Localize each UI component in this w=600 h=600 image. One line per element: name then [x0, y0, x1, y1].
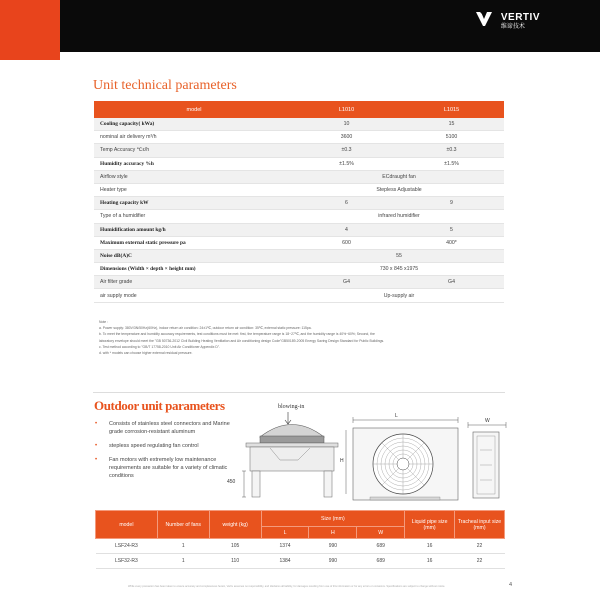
col-l: L	[261, 527, 309, 539]
spec-value: 600	[294, 236, 399, 249]
spec-row	[94, 289, 504, 302]
spec-row	[94, 223, 504, 236]
spec-value: Stepless Adjustable	[294, 183, 504, 196]
spec-value: G4	[399, 276, 504, 289]
spec-row	[94, 263, 504, 276]
dim-450-label: 450	[227, 479, 236, 485]
dim-l-label: L	[395, 413, 398, 419]
bullet-icon: •	[95, 457, 98, 463]
outdoor-cell-liquid: 16	[405, 554, 455, 569]
spec-value: ±1.5%	[399, 157, 504, 170]
page-number: 4	[509, 582, 513, 588]
spec-value: 730 x 845 x1975	[294, 263, 504, 276]
spec-label: Temp Accuracy ℃ε/h	[94, 144, 294, 157]
spec-label: Noise dB(A)C	[94, 249, 294, 262]
outdoor-cell-l: 1384	[261, 554, 309, 569]
spec-value: ±0.3	[294, 144, 399, 157]
spec-row	[94, 144, 504, 157]
brand-sub: 维谛技术	[500, 24, 525, 30]
spec-value: ±0.3	[399, 144, 504, 157]
blowing-in-label: blowing-in	[278, 404, 305, 410]
spec-value: 5	[399, 223, 504, 236]
note-line: Note :	[99, 320, 109, 324]
brand-name: VERTIV	[500, 12, 540, 23]
dim-h-label: H	[340, 458, 344, 464]
spec-col-l1015: L1015	[399, 101, 504, 118]
header-accent	[0, 0, 60, 60]
outdoor-cell-tracheal: 22	[455, 539, 505, 554]
spec-value: 4	[294, 223, 399, 236]
spec-value: infrared humidifier	[294, 210, 504, 223]
outdoor-cell-w: 689	[357, 539, 405, 554]
outdoor-row	[96, 554, 505, 569]
spec-row	[94, 210, 504, 223]
spec-row	[94, 183, 504, 196]
outdoor-cell-fans: 1	[157, 554, 209, 569]
spec-label: Airflow style	[94, 170, 294, 183]
spec-label: Maximum external static pressure pa	[94, 236, 294, 249]
divider	[93, 392, 505, 393]
col-weight: weight (kg)	[209, 511, 261, 539]
outdoor-cell-model: LSF32-R3	[96, 554, 158, 569]
note-line: d. with * models can choose higher external residual pressure.	[99, 351, 193, 356]
spec-label: Humidification amount kg/h	[94, 223, 294, 236]
spec-value: 5100	[399, 131, 504, 144]
spec-label: Heating capacity kW	[94, 197, 294, 210]
bullet-icon: •	[95, 421, 98, 427]
spec-value: ±1.5%	[294, 157, 399, 170]
outdoor-cell-tracheal: 22	[455, 554, 505, 569]
outdoor-cell-w: 689	[357, 554, 405, 569]
col-h: H	[309, 527, 357, 539]
spec-value: 9	[399, 197, 504, 210]
spec-label: air supply mode	[94, 289, 294, 302]
note-line: a. Power supply: 380V/3N/50Hz(60Hz), indoor return air condition: 24±1℃, outdoor return air condition: 35℃, external static pressure: 115pa.	[99, 326, 312, 331]
spec-label: Humidity accuracy %h	[94, 157, 294, 170]
outdoor-cell-l: 1374	[261, 539, 309, 554]
outdoor-unit-front-drawing	[340, 412, 515, 507]
spec-label: Air filter grade	[94, 276, 294, 289]
spec-value: G4	[294, 276, 399, 289]
outdoor-row	[96, 539, 505, 554]
spec-row	[94, 236, 504, 249]
vertiv-logo-icon	[476, 12, 492, 31]
spec-col-model: model	[94, 101, 294, 118]
feature-item: • Consists of stainless steel connectors and Marine grade corrosion-resistant aluminum	[95, 421, 230, 435]
spec-table	[94, 101, 504, 303]
spec-label: Heater type	[94, 183, 294, 196]
outdoor-cell-liquid: 16	[405, 539, 455, 554]
spec-row	[94, 197, 504, 210]
spec-label: nominal air delivery m³/h	[94, 131, 294, 144]
outdoor-cell-weight: 110	[209, 554, 261, 569]
spec-value: 10	[294, 118, 399, 131]
feature-list	[93, 420, 236, 486]
spec-row	[94, 276, 504, 289]
spec-value: 55	[294, 249, 504, 262]
col-fans: Number of fans	[157, 511, 209, 539]
col-liquid: Liquid pipe size (mm)	[405, 511, 455, 539]
outdoor-title: Outdoor unit parameters	[94, 398, 225, 413]
outdoor-table	[95, 510, 505, 569]
spec-row	[94, 170, 504, 183]
bullet-icon: •	[95, 443, 98, 449]
note-line: laboratory envelope should meet the "GB 50736-2012 Civil Building Heating Ventilation and Air conditioning design Code"GB50189-2005 Energy Saving Design Standard for Public Buildings.	[99, 338, 385, 343]
outdoor-cell-h: 990	[309, 554, 357, 569]
dim-w-label: W	[485, 418, 490, 424]
spec-value: ECdraught fan	[294, 170, 504, 183]
spec-col-l1010: L1010	[294, 101, 399, 118]
note-line: b. To meet the temperature and humidity accuracy requirements, test conditions must be met: first, the temperature range is 18~27℃, and the humidity range is 40%~60%; Second, the	[99, 332, 375, 337]
spec-row	[94, 249, 504, 262]
outdoor-cell-weight: 105	[209, 539, 261, 554]
spec-row	[94, 118, 504, 131]
spec-value: 400*	[399, 236, 504, 249]
feature-item: • Fan motors with extremely low maintenance requirements are suitable for a variety of climatic conditions	[95, 457, 228, 479]
note-line: c. Test method according to "GB/T 17758-2010 Unit Air Conditioner Appendix D".	[99, 344, 221, 349]
spec-value: 6	[294, 197, 399, 210]
section-title: Unit technical parameters	[93, 78, 237, 93]
col-size: Size (mm)	[261, 511, 405, 527]
spec-label: Dimensions (Width × depth × height mm)	[94, 263, 294, 276]
col-model: model	[96, 511, 158, 539]
spec-label: Cooling capacity( kWa)	[94, 118, 294, 131]
spec-row	[94, 157, 504, 170]
outdoor-cell-model: LSF24-R3	[96, 539, 158, 554]
feature-item: • stepless speed regulating fan control	[95, 443, 199, 449]
spec-value: 15	[399, 118, 504, 131]
spec-label: Type of a humidifier	[94, 210, 294, 223]
spec-row	[94, 131, 504, 144]
notes	[99, 319, 499, 356]
spec-value: Up-supply air	[294, 289, 504, 302]
spec-value: 3600	[294, 131, 399, 144]
footer-disclaimer: While every precaution has been taken to ensure accuracy and completeness herein, Vertiv assumes no responsibility, and disclaims all liability, for damages resulting from use of this information or for any errors or omissions. Specifications are subject to change without notice.	[128, 585, 446, 588]
col-tracheal: Tracheal input size (mm)	[455, 511, 505, 539]
outdoor-cell-fans: 1	[157, 539, 209, 554]
vertiv-logo	[476, 12, 540, 31]
outdoor-cell-h: 990	[309, 539, 357, 554]
outdoor-unit-side-drawing	[240, 412, 340, 502]
col-w: W	[357, 527, 405, 539]
